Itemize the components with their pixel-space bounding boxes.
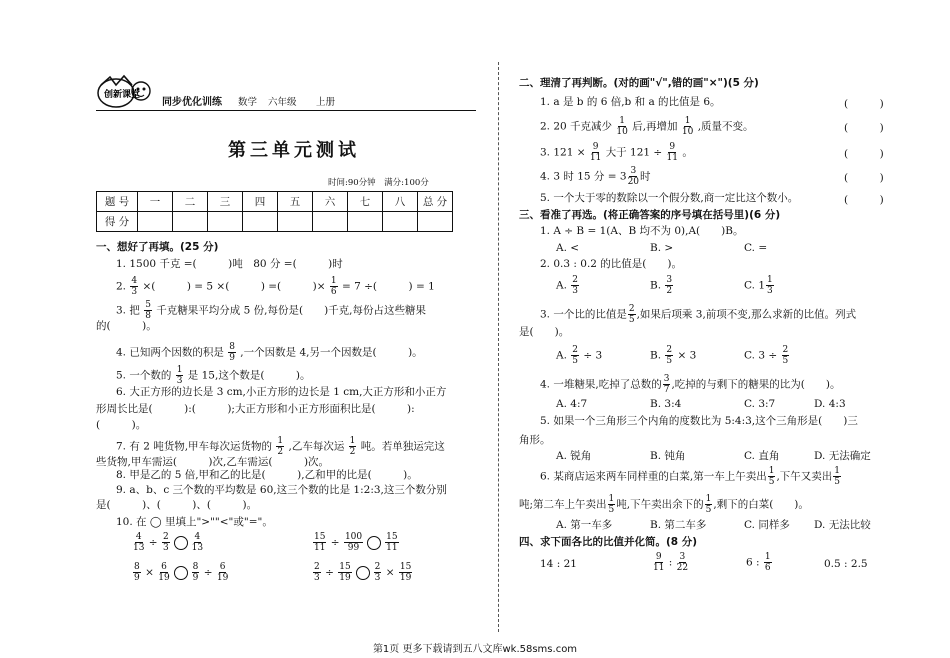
fraction-1-2b: $\frac{1}{2}$ bbox=[349, 436, 356, 457]
logo-text: 创新课堂 bbox=[104, 90, 141, 100]
option[interactable]: B. 钝角 bbox=[650, 450, 686, 462]
s1-q7 bbox=[116, 436, 445, 457]
s1-q10: 10. 在 ◯ 里填上">""<"或"="。 bbox=[116, 516, 273, 528]
score-cell: 三 bbox=[208, 192, 243, 212]
s2q4-end: 时 bbox=[640, 170, 651, 183]
s3-q3: 3. 一个比的比值是 $\frac{2}{5}$ ,如果后项乘 3,前项不变,那么求新的比值。列式 bbox=[540, 304, 857, 325]
s3q6-e: ,剩下的白菜( )。 bbox=[713, 498, 809, 511]
compare-4: $\frac{2}{3}$ ÷ $\frac{15}{19}$ $\frac{2}{3}$ × $\frac{15}{19}$ bbox=[314, 562, 412, 583]
s1-q4 bbox=[116, 342, 423, 363]
option[interactable]: C. 3 ÷ $\frac{2}{5}$ bbox=[744, 345, 789, 366]
option[interactable]: B. $\frac{3}{2}$ bbox=[650, 275, 673, 296]
option[interactable]: A. < bbox=[556, 242, 580, 254]
compare-3: $\frac{8}{9}$ × $\frac{6}{19}$ $\frac{8}{9}$ ÷ $\frac{6}{19}$ bbox=[134, 562, 229, 583]
compare-circle[interactable] bbox=[174, 566, 188, 580]
option[interactable]: D. 无法确定 bbox=[814, 450, 871, 462]
s2-q1: 1. a 是 b 的 6 倍,b 和 a 的比值是 6。 bbox=[540, 96, 721, 108]
s1-q2 bbox=[116, 276, 435, 297]
score-cell: 二 bbox=[173, 192, 208, 212]
publisher-logo bbox=[96, 73, 158, 111]
q5-rest: 是 15,这个数是( )。 bbox=[187, 369, 311, 382]
fraction-1-6: $\frac{1}{6}$ bbox=[330, 276, 337, 297]
section1-heading: 一、想好了再填。(25 分) bbox=[96, 241, 219, 253]
option[interactable]: A. 第一车多 bbox=[556, 519, 613, 531]
ratio-item: 0.5 : 2.5 bbox=[824, 558, 868, 570]
s2q2-mid: 后,再增加 bbox=[632, 120, 678, 133]
header-rule bbox=[96, 110, 476, 111]
option[interactable]: A. $\frac{2}{3}$ bbox=[556, 275, 578, 296]
option[interactable]: C. 3:7 bbox=[744, 398, 776, 410]
option[interactable]: C. 直角 bbox=[744, 450, 780, 462]
s3q6-b: ,下午又卖出 bbox=[776, 470, 833, 483]
option[interactable]: B. 第二车多 bbox=[650, 519, 707, 531]
s2q2-end: ,质量不变。 bbox=[697, 120, 754, 133]
q4-start: 4. 已知两个因数的积是 bbox=[116, 346, 224, 359]
s1-q6-line1: 6. 大正方形的边长是 3 cm,小正方形的边长是 1 cm,大正方形和小正方 bbox=[116, 386, 447, 398]
compare-circle[interactable] bbox=[356, 566, 370, 580]
s3-q2: 2. 0.3 : 0.2 的比值是( )。 bbox=[540, 258, 682, 270]
s3q6-d: 吨,下午卖出余下的 bbox=[616, 498, 704, 511]
answer-paren[interactable]: ( ) bbox=[844, 194, 884, 206]
q7-start: 7. 有 2 吨货物,甲车每次运货物的 bbox=[116, 440, 273, 453]
s2q3-mid: 大于 121 ÷ bbox=[605, 146, 663, 159]
fraction-1-3: $\frac{1}{3}$ bbox=[176, 365, 183, 386]
compare-2: $\frac{15}{11}$ ÷ $\frac{100}{99}$ $\frac{15}{11}$ bbox=[314, 532, 398, 553]
fraction-4-3: $\frac{4}{3}$ bbox=[131, 276, 138, 297]
option[interactable]: D. 4:3 bbox=[814, 398, 846, 410]
s3q3-rest: ,如果后项乘 3,前项不变,那么求新的比值。列式 bbox=[636, 308, 857, 321]
ratio-item: $\frac{9}{11}$ : $\frac{3}{22}$ bbox=[653, 552, 689, 573]
q7-mid: ,乙车每次运 bbox=[288, 440, 345, 453]
score-input-cell[interactable] bbox=[348, 212, 383, 232]
s2q4-start: 4. 3 时 15 分 = 3 bbox=[540, 170, 627, 183]
section2-heading: 二、理清了再判断。(对的画"√",错的画"×")(5 分) bbox=[519, 77, 759, 89]
s1-q1: 1. 1500 千克 =( )吨 80 分 =( )时 bbox=[116, 258, 343, 270]
s3q3-start: 3. 一个比的比值是 bbox=[540, 308, 627, 321]
s3-q1: 1. A ÷ B = 1(A、B 均不为 0),A( )B。 bbox=[540, 225, 744, 237]
page-footer: 第1页 更多下载请到五八文库wk.58sms.com bbox=[372, 644, 578, 655]
s2-q5: 5. 一个大于零的数除以一个假分数,商一定比这个数小。 bbox=[540, 192, 799, 204]
score-input-cell[interactable] bbox=[418, 212, 453, 232]
s3-q5-line1: 5. 如果一个三角形三个内角的度数比为 5:4:3,这个三角形是( )三 bbox=[540, 415, 858, 427]
score-table bbox=[96, 191, 453, 232]
s1-q6-line3: ( )。 bbox=[96, 419, 147, 431]
s2q3-start: 3. 121 × bbox=[540, 146, 586, 159]
s3-q5-line2: 角形。 bbox=[519, 434, 551, 446]
q4-rest: ,一个因数是 4,另一个因数是( )。 bbox=[240, 346, 423, 359]
s3-q6-line1: 6. 某商店运来两车同样重的白菜,第一车上午卖出 $\frac{1}{5}$ ,下午又卖出 $\frac{1}{5}$ bbox=[540, 466, 841, 487]
subject: 数学 bbox=[238, 97, 258, 108]
compare-circle[interactable] bbox=[367, 536, 381, 550]
grade: 六年级 bbox=[268, 97, 297, 108]
score-cell: 六 bbox=[313, 192, 348, 212]
s1-q7-cont: 些货物,甲车需运( )次,乙车需运( )次。 bbox=[96, 456, 330, 468]
compare-circle[interactable] bbox=[174, 536, 188, 550]
fraction-8-9: $\frac{8}{9}$ bbox=[229, 342, 235, 363]
section4-heading: 四、求下面各比的比值并化简。(8 分) bbox=[519, 536, 698, 548]
s3-q4: 4. 一堆糖果,吃掉了总数的 $\frac{3}{7}$ ,吃掉的与剩下的糖果的比为( )。 bbox=[540, 374, 841, 395]
score-input-cell[interactable] bbox=[243, 212, 278, 232]
s3-q3-cont: 是( )。 bbox=[519, 326, 570, 338]
score-cell: 七 bbox=[348, 192, 383, 212]
q3-rest: 千克糖果平均分成 5 份,每份是( )千克,每份占这些糖果 bbox=[156, 304, 427, 317]
compare-1: $\frac{4}{13}$ ÷ $\frac{2}{3}$ $\frac{4}{13}$ bbox=[133, 532, 204, 553]
volume: 上册 bbox=[316, 97, 336, 108]
q3-start: 3. 把 bbox=[116, 304, 140, 317]
option[interactable]: B. > bbox=[650, 242, 674, 254]
option[interactable]: C. 1 $\frac{1}{3}$ bbox=[744, 275, 773, 296]
option[interactable]: D. 无法比较 bbox=[814, 519, 871, 531]
q2-end: = 7 ÷( ) = 1 bbox=[341, 280, 435, 293]
fraction-5-8: $\frac{5}{8}$ bbox=[145, 300, 151, 321]
answer-paren[interactable]: ( ) bbox=[844, 122, 884, 134]
score-input-cell[interactable] bbox=[278, 212, 313, 232]
center-divider bbox=[498, 62, 499, 632]
s2q3-end: 。 bbox=[682, 146, 693, 159]
series-name: 同步优化训练 bbox=[162, 97, 222, 108]
option[interactable]: A. $\frac{2}{5}$ ÷ 3 bbox=[556, 345, 603, 366]
ratio-item: 14 : 21 bbox=[540, 558, 577, 570]
option[interactable]: C. 同样多 bbox=[744, 519, 790, 531]
fraction-1-2: $\frac{1}{2}$ bbox=[277, 436, 284, 457]
s3q6-a: 6. 某商店运来两车同样重的白菜,第一车上午卖出 bbox=[540, 470, 767, 483]
option[interactable]: B. 3:4 bbox=[650, 398, 682, 410]
s1-q6-line2: 形周长比是( ):( );大正方形和小正方形面积比是( ): bbox=[96, 403, 415, 415]
option[interactable]: B. $\frac{2}{5}$ × 3 bbox=[650, 345, 697, 366]
s3q4-start: 4. 一堆糖果,吃掉了总数的 bbox=[540, 378, 662, 391]
s1-q9-line2: 是( )、( )、( )。 bbox=[96, 499, 258, 511]
q2-middle: ×( ) = 5 ×( ) =( )× bbox=[142, 280, 326, 293]
score-cell: 一 bbox=[138, 192, 173, 212]
section3-heading: 三、看准了再选。(将正确答案的序号填在括号里)(6 分) bbox=[519, 209, 781, 221]
score-table-score-row bbox=[97, 212, 453, 232]
score-cell: 题 号 bbox=[97, 192, 138, 212]
score-input-cell[interactable] bbox=[313, 212, 348, 232]
s1-q3-cont: 的( )。 bbox=[96, 320, 157, 332]
score-input-cell[interactable] bbox=[208, 212, 243, 232]
score-cell: 五 bbox=[278, 192, 313, 212]
s2-q2: 2. 20 千克减少 $\frac{1}{10}$ 后,再增加 $\frac{1}{10}$ ,质量不变。 bbox=[540, 116, 754, 137]
score-cell: 八 bbox=[383, 192, 418, 212]
q2-label: 2. bbox=[116, 280, 127, 293]
s1-q3 bbox=[116, 300, 426, 321]
score-label: 得 分 bbox=[97, 212, 138, 232]
s2q2-start: 2. 20 千克减少 bbox=[540, 120, 613, 133]
time-info: 时间:90分钟 满分:100分 bbox=[328, 178, 429, 188]
score-input-cell[interactable] bbox=[383, 212, 418, 232]
s1-q9-line1: 9. a、b、c 三个数的平均数是 60,这三个数的比是 1:2:3,这三个数分别 bbox=[116, 484, 447, 496]
s3q4-rest: ,吃掉的与剩下的糖果的比为( )。 bbox=[671, 378, 841, 391]
answer-paren[interactable]: ( ) bbox=[844, 148, 884, 160]
answer-paren[interactable]: ( ) bbox=[844, 172, 884, 184]
option[interactable]: C. = bbox=[744, 242, 768, 254]
s1-q8: 8. 甲是乙的 5 倍,甲和乙的比是( ),乙和甲的比是( )。 bbox=[116, 469, 418, 481]
score-input-cell[interactable] bbox=[138, 212, 173, 232]
s2-q4: 4. 3 时 15 分 = 3 $\frac{3}{20}$ 时 bbox=[540, 166, 651, 187]
page-title: 第三单元测试 bbox=[228, 140, 360, 161]
score-cell: 总 分 bbox=[418, 192, 453, 212]
s1-q5 bbox=[116, 365, 311, 386]
option[interactable]: A. 4:7 bbox=[556, 398, 588, 410]
score-cell: 四 bbox=[243, 192, 278, 212]
q5-start: 5. 一个数的 bbox=[116, 369, 172, 382]
s3-q6-line2: 吨;第二车上午卖出 $\frac{1}{5}$ 吨,下午卖出余下的 $\frac{1}{5}$ ,剩下的白菜( )。 bbox=[519, 494, 809, 515]
q7-end: 吨。若单独运完这 bbox=[360, 440, 445, 453]
score-input-cell[interactable] bbox=[173, 212, 208, 232]
answer-paren[interactable]: ( ) bbox=[844, 98, 884, 110]
s3q6-c: 吨;第二车上午卖出 bbox=[519, 498, 607, 511]
option[interactable]: A. 锐角 bbox=[556, 450, 592, 462]
ratio-item: 6 : $\frac{1}{6}$ bbox=[746, 552, 771, 573]
s2-q3: 3. 121 × $\frac{9}{11}$ 大于 121 ÷ $\frac{9}{11}$ 。 bbox=[540, 142, 693, 163]
score-table-header-row bbox=[97, 192, 453, 212]
